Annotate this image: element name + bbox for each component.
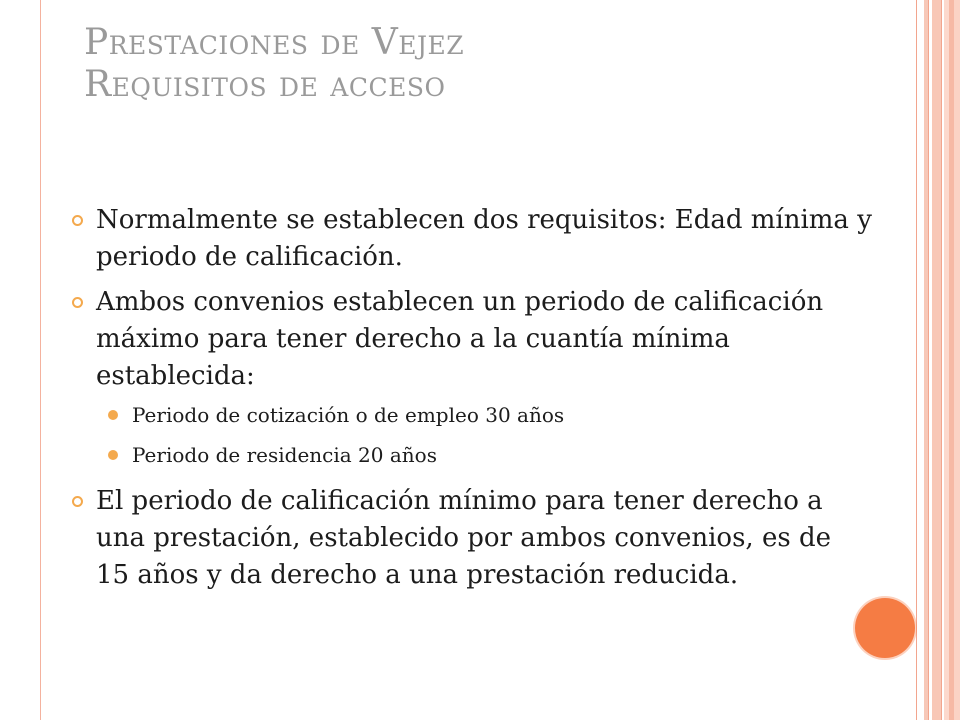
- bullet-text: Normalmente se establecen dos requisitos: Edad mínima y periodo de calificación.: [96, 205, 872, 272]
- sub-bullet-item: [72, 403, 872, 427]
- bullet-text: El periodo de calificación mínimo para tener derecho a una prestación, establecido por ambos convenios, es de 15 años y da derecho a una prestación reducida.: [96, 486, 831, 590]
- sub-bullet-text: Periodo de cotización o de empleo 30 años: [132, 403, 565, 427]
- slide-content: [72, 202, 872, 602]
- ring-bullet-icon: [72, 215, 83, 226]
- decorative-circle: [855, 598, 915, 658]
- bullet-item: [72, 284, 872, 395]
- bullet-text: Ambos convenios establecen un periodo de calificación máximo para tener derecho a la cuantía mínima establecida:: [96, 287, 824, 391]
- right-decorative-stripes: [916, 0, 960, 720]
- sub-bullet-item: [72, 443, 872, 467]
- stripe: [954, 0, 960, 720]
- left-vertical-rule: [40, 0, 41, 720]
- sub-bullet-text: Periodo de residencia 20 años: [132, 443, 437, 467]
- slide-title: [84, 22, 884, 106]
- title-line-1: Prestaciones de Vejez: [84, 22, 465, 63]
- dot-bullet-icon: [108, 450, 118, 460]
- bullet-item: [72, 202, 872, 276]
- title-line-2: Requisitos de acceso: [84, 64, 446, 105]
- ring-bullet-icon: [72, 297, 83, 308]
- stripe: [916, 0, 924, 720]
- stripe: [932, 0, 941, 720]
- ring-bullet-icon: [72, 496, 83, 507]
- dot-bullet-icon: [108, 410, 118, 420]
- bullet-item: [72, 483, 872, 594]
